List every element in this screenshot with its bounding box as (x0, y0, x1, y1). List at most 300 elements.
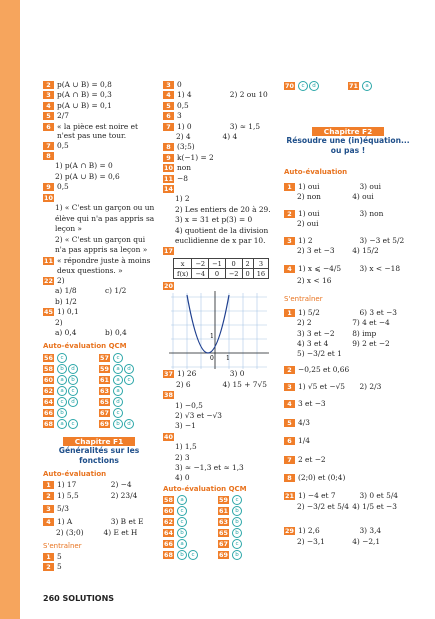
answer-text: 3) oui (359, 182, 381, 191)
section-heading: Auto-évaluation (284, 168, 348, 176)
answer-row (163, 122, 273, 132)
answer-text: 2) 2 (297, 318, 312, 328)
answer-text: 1) x ⩽ −4/5 (298, 264, 342, 274)
answer-letter-circle: c (188, 550, 198, 560)
qcm-heading: Auto-évaluation QCM (43, 342, 127, 351)
answer-text: 8) imp (352, 328, 377, 338)
answer-text: 0,5 (57, 182, 69, 192)
exercise-number: 57 (100, 353, 109, 362)
exercise-number: 7 (43, 142, 54, 150)
answer-text: 1) 2 (298, 235, 313, 245)
answer-text: k(−1) = 2 (177, 152, 214, 162)
answer-row (284, 473, 412, 483)
answer-letter-circle: d (68, 397, 78, 407)
answer-text: 5) −3/2 et 1 (297, 349, 342, 359)
answer-letter-circle: d (113, 397, 123, 407)
exercise-number: 9 (163, 154, 174, 162)
answer-letter-circle: b (177, 528, 187, 538)
exercise-number: 37 (164, 370, 173, 379)
answer-row (284, 182, 412, 192)
answer-row (163, 281, 273, 291)
answer-text: 3) 3 et −2 (297, 328, 335, 338)
answer-text: 2) (3;0) (56, 527, 84, 537)
answer-text: b) 0,4 (105, 328, 127, 338)
answer-text: 2) non (297, 192, 321, 202)
qcm-answers (362, 80, 373, 91)
answer-text: 4) E et H (103, 527, 138, 537)
qcm-cell (163, 495, 218, 506)
qcm-cell (43, 374, 99, 385)
exercise-number: 59 (100, 364, 109, 373)
answer-text: 2) −4 (110, 480, 132, 490)
answer-line: 1) 2 (175, 194, 190, 204)
table-cell: 2 (242, 259, 253, 269)
answer-text: a) 0,4 (55, 328, 77, 338)
qcm-cell (218, 539, 273, 550)
exercise-number: 2 (284, 210, 295, 218)
answer-row (43, 562, 155, 572)
exercise-number: 1 (284, 183, 295, 191)
answer-row (284, 537, 412, 547)
exercise-number: 66 (44, 408, 53, 417)
exercise-number: 4 (284, 400, 295, 408)
exercise-number: 1 (43, 481, 54, 489)
qcm-row (43, 363, 155, 374)
answer-text: 4) −2,1 (352, 536, 381, 546)
answer-text: 1) √5 et −√5 (298, 382, 345, 392)
answer-text: 4) 15/2 (352, 246, 379, 256)
x-tick-label: 1 (226, 355, 230, 363)
answer-row (43, 182, 155, 192)
exercise-number: 66 (164, 540, 173, 549)
exercise-number: 3 (163, 81, 174, 89)
table-cell: −1 (209, 259, 226, 269)
answer-row (163, 101, 273, 111)
qcm-cell (43, 418, 99, 429)
qcm-cell (348, 80, 412, 91)
exercise-number: 5 (163, 102, 174, 110)
answer-text: 3) B et E (110, 517, 144, 527)
answer-text: 2) 3 et −3 (297, 246, 335, 256)
exercise-number: 61 (100, 375, 109, 384)
answer-row (284, 236, 412, 246)
answer-text: (2;0) et (0;4) (298, 472, 346, 482)
exercise-number: 64 (164, 529, 173, 538)
answer-row (163, 132, 273, 142)
qcm-row (163, 528, 273, 539)
exercise-number: 70 (285, 81, 294, 90)
answer-row (284, 365, 412, 375)
exercise-number: 2 (284, 366, 295, 374)
answer-row (43, 480, 155, 490)
table-cell: −2 (192, 259, 209, 269)
qcm-cell (43, 363, 99, 374)
answer-text: 5 (57, 562, 62, 572)
answer-text: 3) −3 et 5/2 (359, 235, 405, 245)
answer-row (43, 111, 155, 121)
answer-row (163, 390, 273, 400)
exercise-number: 29 (285, 527, 294, 536)
answer-line: 1) 1,5 (175, 442, 197, 452)
answer-row (284, 436, 412, 446)
answer-row (163, 369, 273, 379)
answer-text: 1) A (57, 517, 73, 527)
footer-label: SOLUTIONS (62, 594, 115, 603)
answer-row (284, 491, 412, 501)
qcm-row (163, 550, 273, 561)
answer-letter-circle: b (232, 550, 242, 560)
qcm-cell (99, 407, 155, 418)
exercise-number: 10 (164, 164, 173, 173)
exercise-number: 4 (43, 102, 54, 110)
answer-line: 4) 0 (175, 473, 190, 483)
answer-letter-circle: b (68, 375, 78, 385)
answer-text: −8 (177, 173, 188, 183)
qcm-row (284, 80, 412, 91)
answer-text: c) 1/2 (105, 286, 127, 296)
answer-row (284, 380, 412, 394)
exercise-number: 71 (349, 81, 358, 90)
exercise-number: 3 (43, 91, 54, 99)
answer-text: p(A ∩ B) = 0,3 (57, 90, 112, 100)
answer-letter-circle: a (113, 364, 123, 374)
qcm-row (163, 539, 273, 550)
exercise-number: 58 (164, 496, 173, 505)
answer-line: 4) quotient de la division euclidienne de x par 10. (175, 225, 269, 245)
answer-text: −0,25 et 0,66 (298, 364, 350, 374)
answer-row (43, 90, 155, 100)
answer-text: 4) 1/5 et −3 (352, 501, 397, 511)
answer-letter-circle: a (57, 375, 67, 385)
answer-letter-circle: d (309, 81, 319, 91)
answer-text: 1) 0 (177, 121, 192, 131)
answer-text: 2) 6 (176, 379, 191, 389)
answer-letter-circle: d (68, 364, 78, 374)
exercise-number: 61 (219, 507, 228, 516)
answer-text: 2) −3,1 (297, 536, 325, 546)
answer-letter-circle: b (232, 528, 242, 538)
answer-row (163, 380, 273, 390)
exercise-number: 65 (100, 397, 109, 406)
exercise-number: 3 (284, 383, 295, 391)
answer-row (284, 318, 412, 328)
answer-row (284, 455, 412, 465)
answer-row (43, 517, 155, 527)
answer-letter-circle: c (298, 81, 308, 91)
answer-letter-circle: a (113, 386, 123, 396)
answer-line: 2) Les entiers de 20 à 29. (175, 204, 271, 214)
answer-row (163, 432, 273, 442)
parabola-graph (169, 291, 269, 369)
answer-text: 2) oui (297, 219, 319, 229)
answer-letter-circle: c (57, 397, 67, 407)
answer-row (43, 193, 155, 203)
exercise-number: 62 (164, 518, 173, 527)
answer-text: p(A ∪ B) = 0,1 (57, 100, 112, 110)
answer-line (43, 286, 155, 296)
exercise-number: 45 (44, 308, 53, 317)
answer-text: 2) x < 16 (297, 276, 332, 286)
qcm-row (43, 396, 155, 407)
exercise-number: 5 (43, 112, 54, 120)
answer-line: 2) « C'est un garçon qui n'a pas appris sa leçon » (55, 234, 148, 255)
answer-letter-circle: c (232, 539, 242, 549)
answer-text: 4/3 (298, 417, 310, 427)
answer-text: 4) 15 + 7√5 (222, 379, 267, 389)
answer-row (284, 502, 412, 512)
section-heading: Auto-évaluation (43, 470, 107, 479)
answer-text: 1) −4 et 7 (298, 491, 336, 501)
answer-text: 6) 3 et −3 (359, 307, 398, 317)
answer-letter-circle: a (177, 539, 187, 549)
exercise-number: 69 (100, 419, 109, 428)
answer-text: 9) 2 et −2 (352, 339, 390, 349)
exercise-number: 65 (219, 529, 228, 538)
answer-line: 3) x = 31 et p(3) = 0 (175, 215, 253, 225)
answer-text: 1) 26 (177, 369, 197, 379)
answer-letter-circle: b (57, 408, 67, 418)
qcm-cell (43, 385, 99, 396)
answer-text: 3) ≈ 1,5 (229, 121, 261, 131)
answer-text: 1) 2,6 (298, 526, 320, 536)
qcm-cell (99, 418, 155, 429)
exercise-number: 4 (284, 265, 295, 273)
exercise-number: 68 (44, 419, 53, 428)
exercise-number: 5 (284, 419, 295, 427)
chapter-label: Chapitre F1 (63, 437, 135, 446)
answer-line: 3) ≈ −1,3 et ≈ 1,3 (175, 463, 244, 473)
qcm-cell (163, 517, 218, 528)
answer-letter-circle: c (177, 506, 187, 516)
table-cell: 3 (253, 259, 268, 269)
answer-text: 3) non (359, 208, 384, 218)
answer-text: 3 (177, 111, 182, 121)
answer-line: 2) p(A ∪ B) = 0,6 (55, 171, 120, 181)
answer-row (163, 174, 273, 184)
answer-letter-circle: b (232, 506, 242, 516)
qcm-row (43, 407, 155, 418)
answer-row (284, 209, 412, 219)
table-row-x (174, 259, 269, 269)
answer-text: 3) x < −18 (359, 264, 401, 274)
answer-row (43, 141, 155, 151)
exercise-number: 21 (285, 492, 294, 501)
answer-text: 1) 5,5 (57, 490, 79, 500)
exercise-number: 3 (284, 237, 295, 245)
orange-side-stripe (0, 0, 20, 619)
exercise-number: 8 (284, 474, 295, 482)
exercise-number: 2 (43, 492, 54, 500)
answer-text: 2/7 (57, 111, 69, 121)
exercise-number: 8 (163, 143, 174, 151)
exercise-number: 11 (164, 174, 173, 183)
answer-text: 2) 4 (176, 132, 191, 142)
exercise-number: 2 (43, 563, 54, 571)
answer-line (43, 328, 155, 338)
answer-row (163, 163, 273, 173)
answer-letter-circle: c (177, 517, 187, 527)
answer-row (284, 219, 412, 229)
answer-text: 0,5 (57, 140, 69, 150)
answer-letter-circle: c (113, 353, 123, 363)
qcm-heading: Auto-évaluation QCM (163, 484, 247, 493)
qcm-row (163, 506, 273, 517)
qcm-cell (218, 550, 273, 561)
answer-text: a) 1/8 (55, 286, 77, 296)
answer-text: 0,5 (177, 100, 189, 110)
exercise-number: 1 (284, 309, 295, 317)
answer-row (163, 111, 273, 121)
exercise-number: 6 (284, 437, 295, 445)
answer-letter-circle: a (362, 81, 372, 91)
qcm-cell (99, 363, 155, 374)
qcm-answers (298, 80, 320, 91)
exercise-number: 68 (164, 551, 173, 560)
answer-letter-circle: d (124, 364, 134, 374)
answer-letter-circle: b (232, 517, 242, 527)
answer-text: non (177, 163, 191, 173)
answer-letter-circle: b (57, 364, 67, 374)
table-cell: −2 (225, 269, 242, 279)
qcm-row (163, 495, 273, 506)
table-cell: 0 (225, 259, 242, 269)
qcm-cell (163, 506, 218, 517)
answer-row (284, 329, 412, 339)
exercise-number: 60 (44, 375, 53, 384)
column-1 (43, 80, 155, 573)
qcm-list (163, 495, 273, 561)
answer-text: 1/4 (298, 436, 310, 446)
answer-text: 1) 5/2 (298, 307, 320, 317)
chapter-title: Résoudre une (in)équation... ou pas ! (286, 136, 410, 155)
section-heading: S'entraîner (43, 542, 82, 551)
qcm-cell (99, 385, 155, 396)
exercise-number: 20 (164, 282, 173, 291)
answer-letter-circle: c (57, 353, 67, 363)
page-number: 260 (43, 594, 60, 603)
answer-text: p(A ∪ B) = 0,8 (57, 80, 112, 89)
answer-line: 2) (55, 317, 63, 327)
answer-text: 5/3 (57, 504, 69, 514)
exercise-number: 63 (219, 518, 228, 527)
exercise-number: 17 (164, 246, 173, 255)
exercise-number: 6 (163, 112, 174, 120)
answer-row (284, 526, 412, 536)
answer-letter-circle: a (177, 495, 187, 505)
table-cell: x (174, 259, 192, 269)
answer-text: 2) 2 ou 10 (229, 90, 268, 100)
qcm-cell (99, 374, 155, 385)
section-heading: S'entraîner (284, 294, 323, 303)
y-tick-label: 1 (210, 333, 214, 341)
answer-row (284, 349, 412, 359)
answer-letter-circle: b (113, 419, 123, 429)
answer-text: 1) 17 (57, 480, 77, 490)
exercise-number: 62 (44, 386, 53, 395)
answer-letter-circle: d (124, 419, 134, 429)
qcm-row (43, 374, 155, 385)
table-cell: −4 (192, 269, 209, 279)
answer-row (43, 80, 155, 90)
answer-row (163, 184, 273, 194)
answer-row (43, 552, 155, 562)
answer-text: 1) oui (298, 208, 320, 218)
answer-line: 2) 3 (175, 452, 190, 462)
answer-line: b) 1/2 (55, 296, 77, 306)
answer-text: 3) 0 et 5/4 (359, 491, 399, 501)
qcm-cell (43, 396, 99, 407)
exercise-number: 56 (44, 353, 53, 362)
answer-line: 1) p(A ∩ B) = 0 (55, 161, 113, 171)
answer-row (43, 151, 155, 161)
value-table (173, 258, 269, 279)
exercise-number: 9 (43, 183, 54, 191)
answer-text: 1) 4 (177, 90, 192, 100)
answer-row (284, 192, 412, 202)
answer-row (43, 501, 155, 517)
qcm-cell (163, 539, 218, 550)
answer-text: 2) 2/3 (359, 382, 382, 392)
column-3 (284, 80, 412, 547)
answer-text: 4) oui (352, 192, 374, 202)
answer-row (43, 122, 155, 141)
answer-letter-circle: a (57, 419, 67, 429)
answer-row (163, 142, 273, 152)
answer-letter-circle: c (68, 419, 78, 429)
exercise-number: 8 (43, 152, 54, 160)
exercise-number: 22 (44, 277, 53, 285)
qcm-cell (218, 517, 273, 528)
answer-row (163, 246, 273, 256)
qcm-cell (218, 506, 273, 517)
exercise-number: 69 (219, 551, 228, 560)
answer-line: 2) √3 et −√3 (175, 411, 222, 421)
qcm-cell (99, 352, 155, 363)
answer-row (163, 90, 273, 100)
answer-line: 3) −1 (175, 421, 196, 431)
answer-text: (3;5) (177, 142, 195, 152)
answer-letter-circle: a (57, 386, 67, 396)
exercise-number: 59 (219, 496, 228, 505)
answer-line: 1) « C'est un garçon ou un élève qui n'a pas appris sa leçon » (55, 203, 155, 234)
answer-text: 3 et −3 (298, 399, 326, 409)
exercise-number: 64 (44, 397, 53, 406)
answer-text: 1) oui (298, 182, 320, 191)
answer-row (43, 307, 155, 317)
table-row-fx (174, 269, 269, 279)
table-cell: 0 (209, 269, 226, 279)
answer-letter-circle: a (113, 375, 123, 385)
qcm-row (43, 352, 155, 363)
exercise-number: 40 (164, 432, 173, 441)
chapter-title: Généralités sur les fonctions (58, 446, 140, 466)
answer-letter-circle: c (124, 375, 134, 385)
table-cell: 16 (253, 269, 268, 279)
exercise-number: 7 (163, 123, 174, 131)
answer-text: 2) (57, 276, 65, 285)
table-cell: f(x) (174, 269, 192, 279)
exercise-number: 2 (43, 81, 54, 89)
answer-text: 4) 3 et 4 (297, 339, 329, 349)
qcm-cell (218, 528, 273, 539)
qcm-cell (218, 495, 273, 506)
answer-row (284, 262, 412, 276)
answer-row (43, 491, 155, 501)
exercise-number: 4 (43, 518, 54, 526)
exercise-number: 11 (44, 257, 53, 265)
answer-text: 2) −3/2 et 5/4 (297, 501, 349, 511)
qcm-cell (99, 396, 155, 407)
